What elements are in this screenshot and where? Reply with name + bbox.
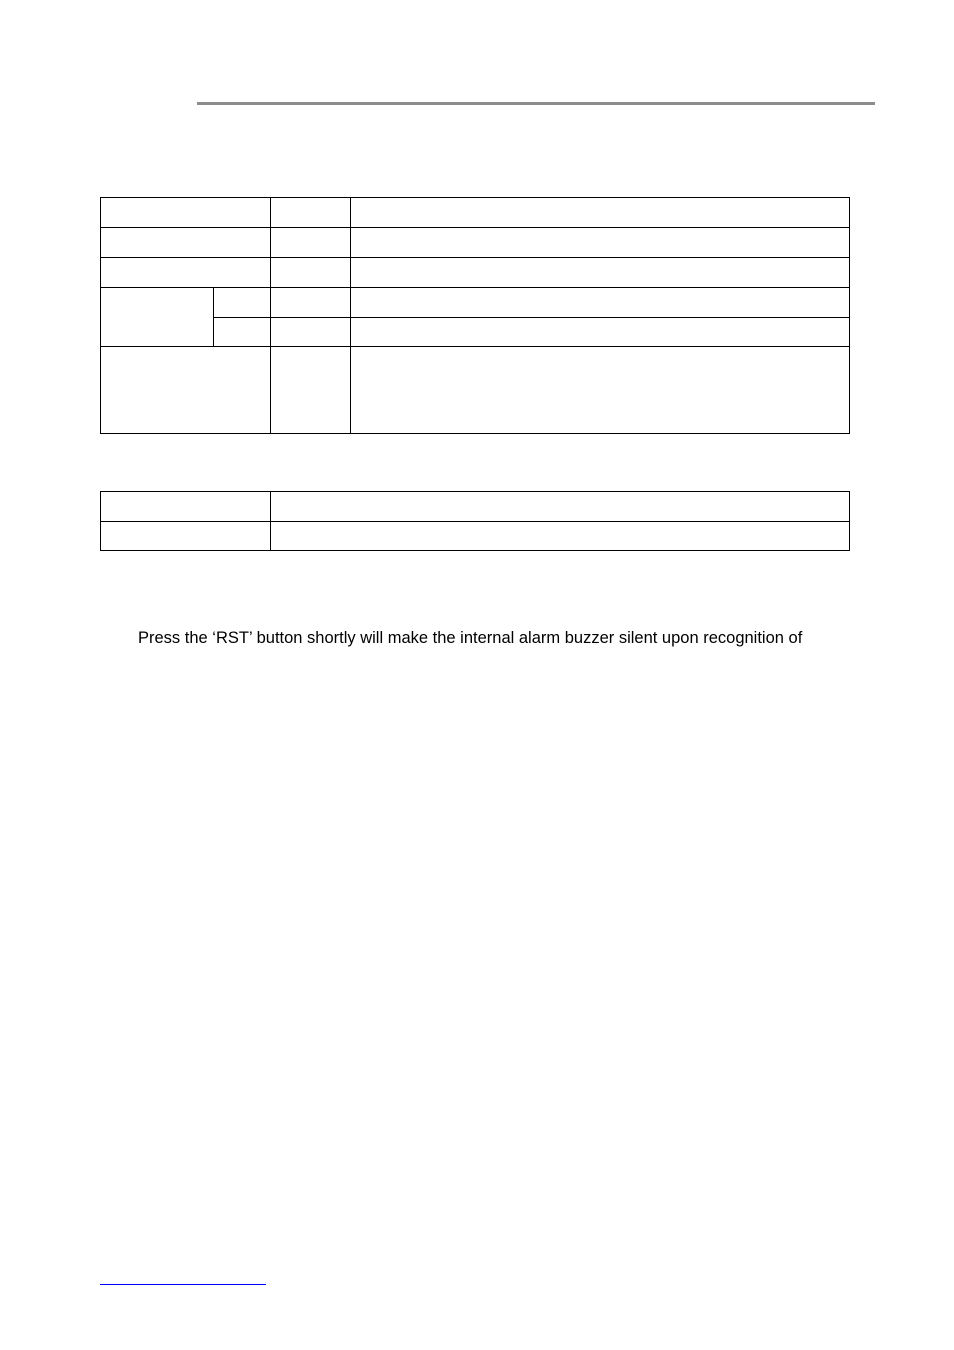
header-rule bbox=[197, 102, 875, 105]
table-cell bbox=[270, 521, 850, 551]
table-cell bbox=[270, 257, 351, 288]
footer-link[interactable] bbox=[100, 1270, 266, 1285]
table-cell bbox=[100, 346, 271, 434]
table-cell bbox=[100, 257, 271, 288]
table-cell bbox=[350, 287, 850, 318]
table-cell bbox=[350, 197, 850, 228]
table-cell bbox=[270, 346, 351, 434]
table-cell bbox=[350, 346, 850, 434]
table-cell bbox=[100, 227, 271, 258]
table-cell bbox=[270, 491, 850, 522]
table-cell bbox=[213, 287, 271, 318]
body-paragraph: Press the ‘RST’ button shortly will make the internal alarm buzzer silent upon recognition of bbox=[138, 629, 803, 647]
table-cell bbox=[350, 227, 850, 258]
table-cell bbox=[270, 197, 351, 228]
table-cell bbox=[270, 317, 351, 347]
table-cell-merged bbox=[100, 287, 214, 347]
table-cell bbox=[350, 317, 850, 347]
table-cell bbox=[100, 197, 271, 228]
table-cell bbox=[100, 521, 271, 551]
table-cell bbox=[100, 491, 271, 522]
table-cell bbox=[213, 317, 271, 347]
table-cell bbox=[270, 287, 351, 318]
table-cell bbox=[270, 227, 351, 258]
table-cell bbox=[350, 257, 850, 288]
